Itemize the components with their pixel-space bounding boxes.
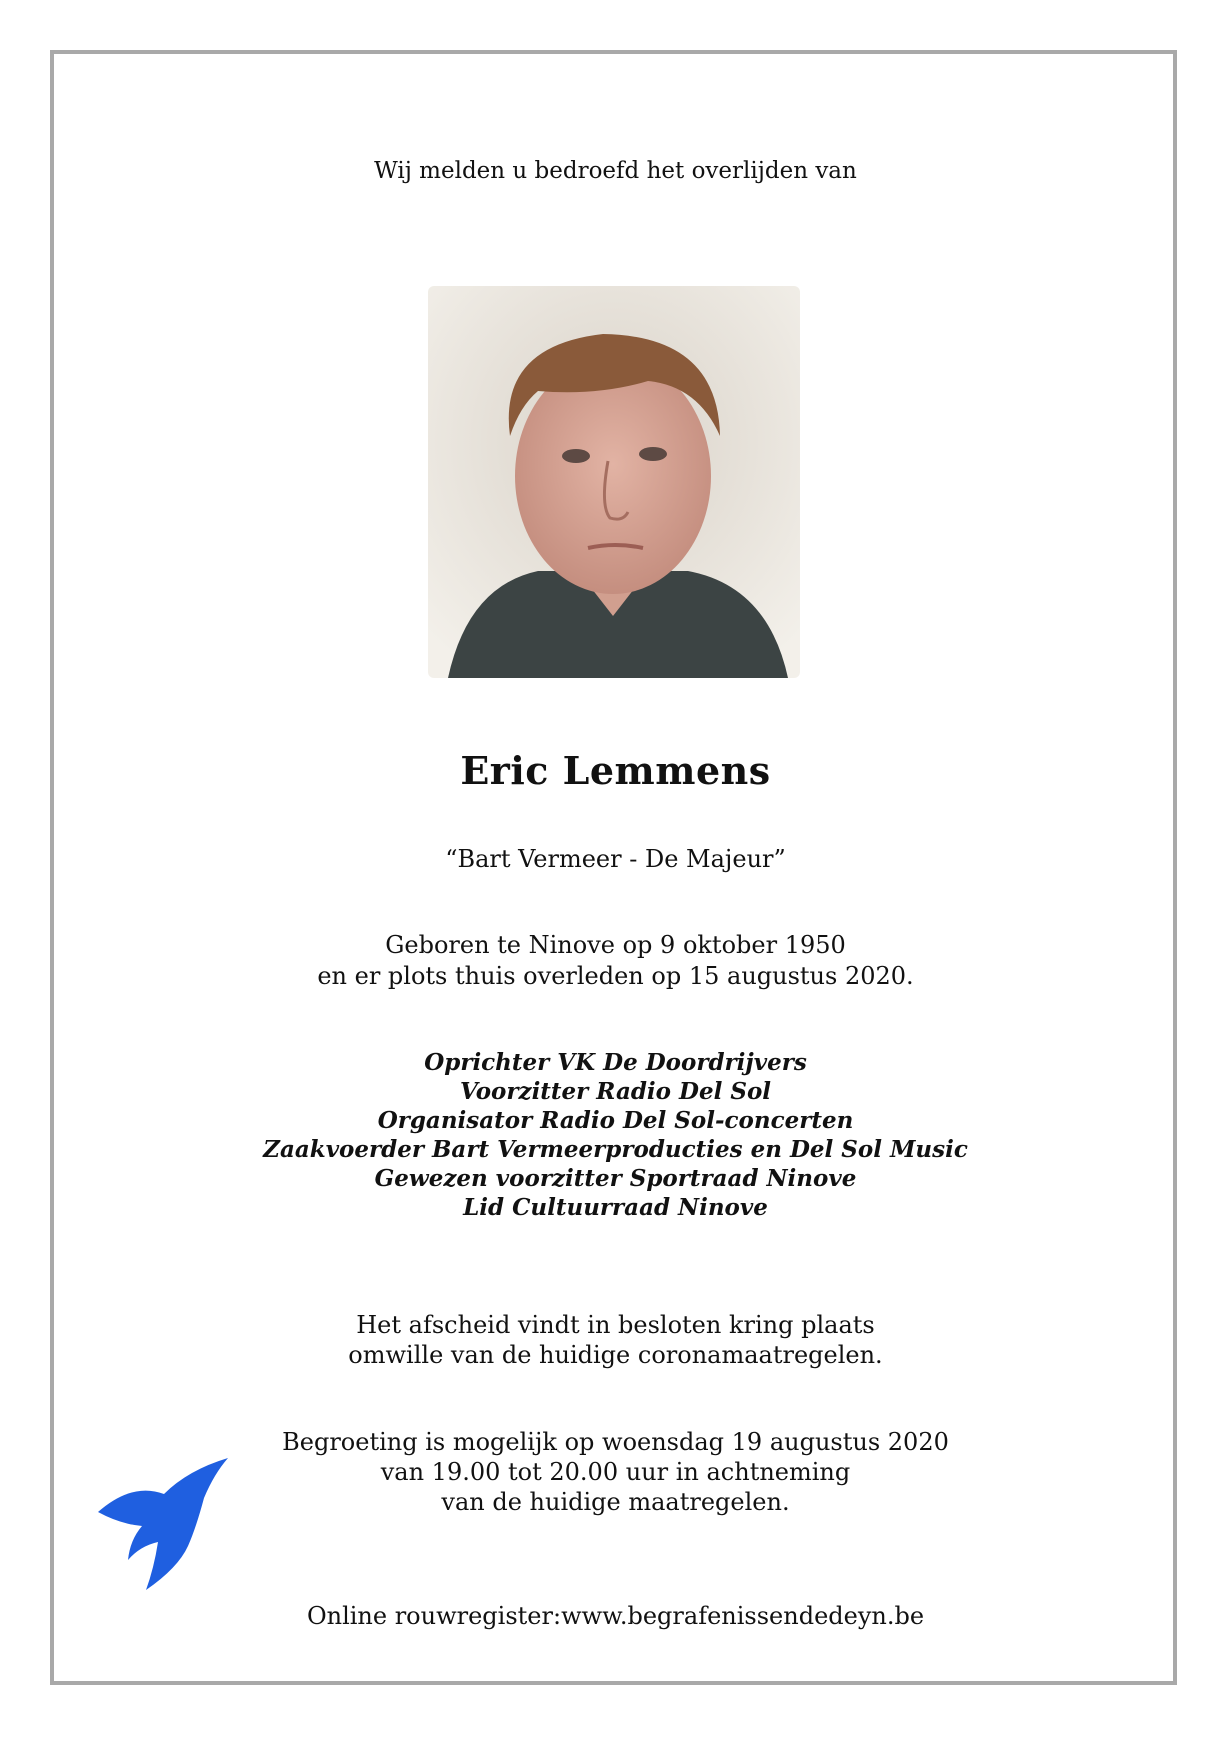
role-item: Oprichter VK De Doordrijvers <box>424 1049 807 1076</box>
roles-list <box>50 1048 1181 1222</box>
online-register: Online rouwregister:www.begrafenissendedeyn.be <box>306 1602 925 1630</box>
role-item: Organisator Radio Del Sol-concerten <box>377 1107 854 1134</box>
farewell-text <box>50 1310 1181 1370</box>
greeting-line: van de huidige maatregelen. <box>441 1488 790 1516</box>
portrait-photo <box>428 286 800 678</box>
role-item: Lid Cultuurraad Ninove <box>463 1194 768 1221</box>
greeting-line: van 19.00 tot 20.00 uur in achtneming <box>380 1458 851 1486</box>
birth-line: Geboren te Ninove op 9 oktober 1950 <box>385 931 846 959</box>
deceased-name: Eric Lemmens <box>460 748 771 793</box>
bird-icon <box>92 1450 237 1600</box>
alias-text: “Bart Vermeer - De Majeur” <box>445 845 786 873</box>
role-item: Zaakvoerder Bart Vermeerproducties en Del Sol Music <box>263 1136 968 1163</box>
birth-death-dates <box>50 930 1181 992</box>
role-item: Gewezen voorzitter Sportraad Ninove <box>374 1165 857 1192</box>
farewell-line: Het afscheid vindt in besloten kring plaats <box>356 1311 875 1339</box>
farewell-line: omwille van de huidige coronamaatregelen. <box>348 1341 883 1369</box>
death-line: en er plots thuis overleden op 15 augustus 2020. <box>317 962 914 990</box>
role-item: Voorzitter Radio Del Sol <box>459 1078 772 1105</box>
intro-text: Wij melden u bedroefd het overlijden van <box>374 158 857 184</box>
greeting-line: Begroeting is mogelijk op woensdag 19 augustus 2020 <box>282 1428 949 1456</box>
